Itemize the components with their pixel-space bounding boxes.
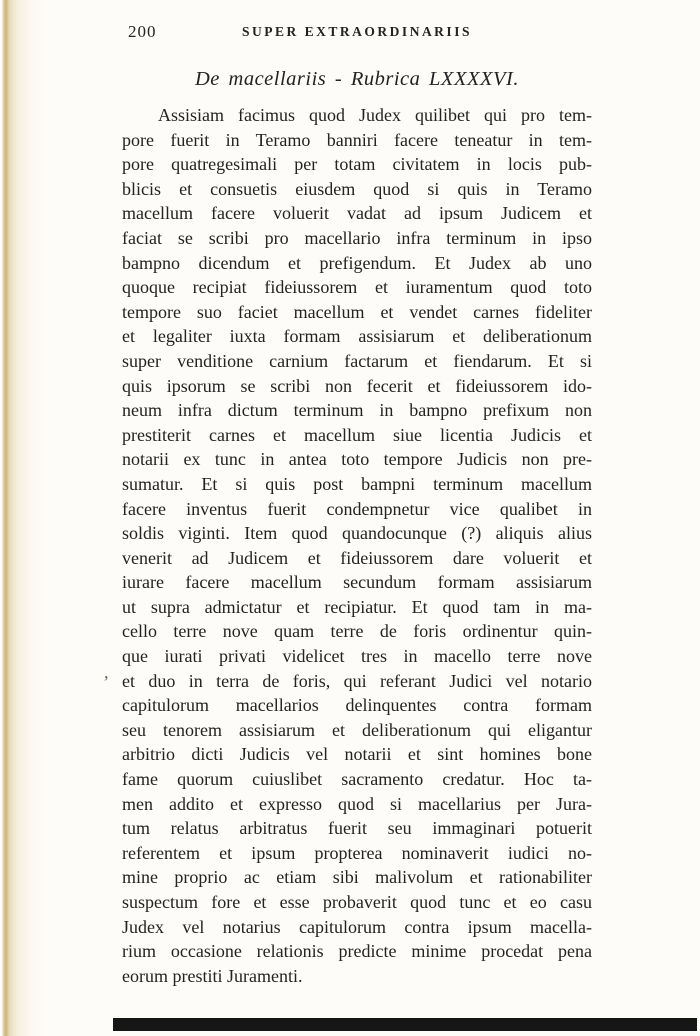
- body-line: notarii ex tunc in antea toto tempore Judicis non pre-: [122, 449, 592, 470]
- body-line: sumatur. Et si quis post bampni terminum macellum: [122, 473, 592, 494]
- body-line: super venditione carnium factarum et fiendarum. Et si: [122, 350, 592, 371]
- body-line: capitulorum macellarios delinquentes contra formam: [122, 695, 592, 716]
- body-line: et legaliter iuxta formam assisiarum et deliberationum: [122, 326, 592, 347]
- body-line: arbitrio dicti Judicis vel notarii et sint homines bone: [122, 744, 592, 765]
- body-line: Judex vel notarius capitulorum contra ipsum macella-: [122, 916, 592, 937]
- body-line: cello terre nove quam terre de foris ordinentur quin-: [122, 621, 592, 642]
- body-line: quis ipsorum se scribi non fecerit et fideiussorem ido-: [122, 375, 592, 396]
- body-line: blicis et consuetis eiusdem quod si quis in Teramo: [122, 178, 592, 199]
- body-line: prestiterit carnes et macellum siue licentia Judicis et: [122, 424, 592, 445]
- body-line: venerit ad Judicem et fideiussorem dare voluerit et: [122, 547, 592, 568]
- body-line: mine proprio ac etiam sibi malivolum et rationabiliter: [122, 867, 592, 888]
- body-line: et duo in terra de foris, qui referant Judici vel notario: [122, 670, 592, 691]
- body-line: fame quorum cuiuslibet sacramento credatur. Hoc ta-: [122, 769, 592, 790]
- body-line: neum infra dictum terminum in bampno prefixum non: [122, 400, 592, 421]
- scan-edge-bar: [113, 1018, 697, 1031]
- page-header: [122, 22, 592, 42]
- margin-ink-artifact: ,: [104, 662, 109, 682]
- body-line: tum relatus arbitratus fuerit seu immaginari potuerit: [122, 818, 592, 839]
- body-line: eorum prestiti Juramenti.: [122, 965, 303, 986]
- body-line: facere inventus fuerit condempnetur vice qualibet in: [122, 498, 592, 519]
- body-line: bampno dicendum et prefigendum. Et Judex ab uno: [122, 252, 592, 273]
- body-line: referentem et ipsum propterea nominaverit iudici no-: [122, 842, 592, 863]
- body-line: men addito et expresso quod si macellarius per Jura-: [122, 793, 592, 814]
- page-number: 200: [128, 22, 157, 41]
- running-head: SUPER EXTRAORDINARIIS: [242, 24, 472, 39]
- body-line: rium occasione relationis predicte minime procedat pena: [122, 941, 592, 962]
- chapter-title: De macellariis - Rubrica LXXXXVI.: [195, 68, 519, 90]
- body-line: faciat se scribi pro macellario infra terminum in ipso: [122, 227, 592, 248]
- body-line: macellum facere voluerit vadat ad ipsum Judicem et: [122, 203, 592, 224]
- body-line: pore quatregesimali per totam civitatem in locis pub-: [122, 154, 592, 175]
- body-line: pore fuerit in Teramo banniri facere teneatur in tem-: [122, 129, 592, 150]
- book-page-edge: [0, 0, 64, 1036]
- body-text: [122, 103, 592, 988]
- body-line: suspectum fore et esse probaverit quod tunc et eo casu: [122, 892, 592, 912]
- body-line: Assisiam facimus quod Judex quilibet qui pro tem-: [158, 105, 592, 125]
- body-line: seu tenorem assisiarum et deliberationum qui eligantur: [122, 719, 592, 740]
- body-line: que iurati privati videlicet tres in macello terre nove: [122, 646, 592, 667]
- body-line: iurare facere macellum secundum formam assisiarum: [122, 572, 592, 593]
- body-line: ut supra admictatur et recipiatur. Et quod tam in ma-: [122, 596, 592, 617]
- body-line: tempore suo faciet macellum et vendet carnes fideliter: [122, 301, 592, 322]
- body-line: soldis viginti. Item quod quandocunque (?) aliquis alius: [122, 523, 592, 544]
- body-line: quoque recipiat fideiussorem et iuramentum quod toto: [122, 277, 592, 298]
